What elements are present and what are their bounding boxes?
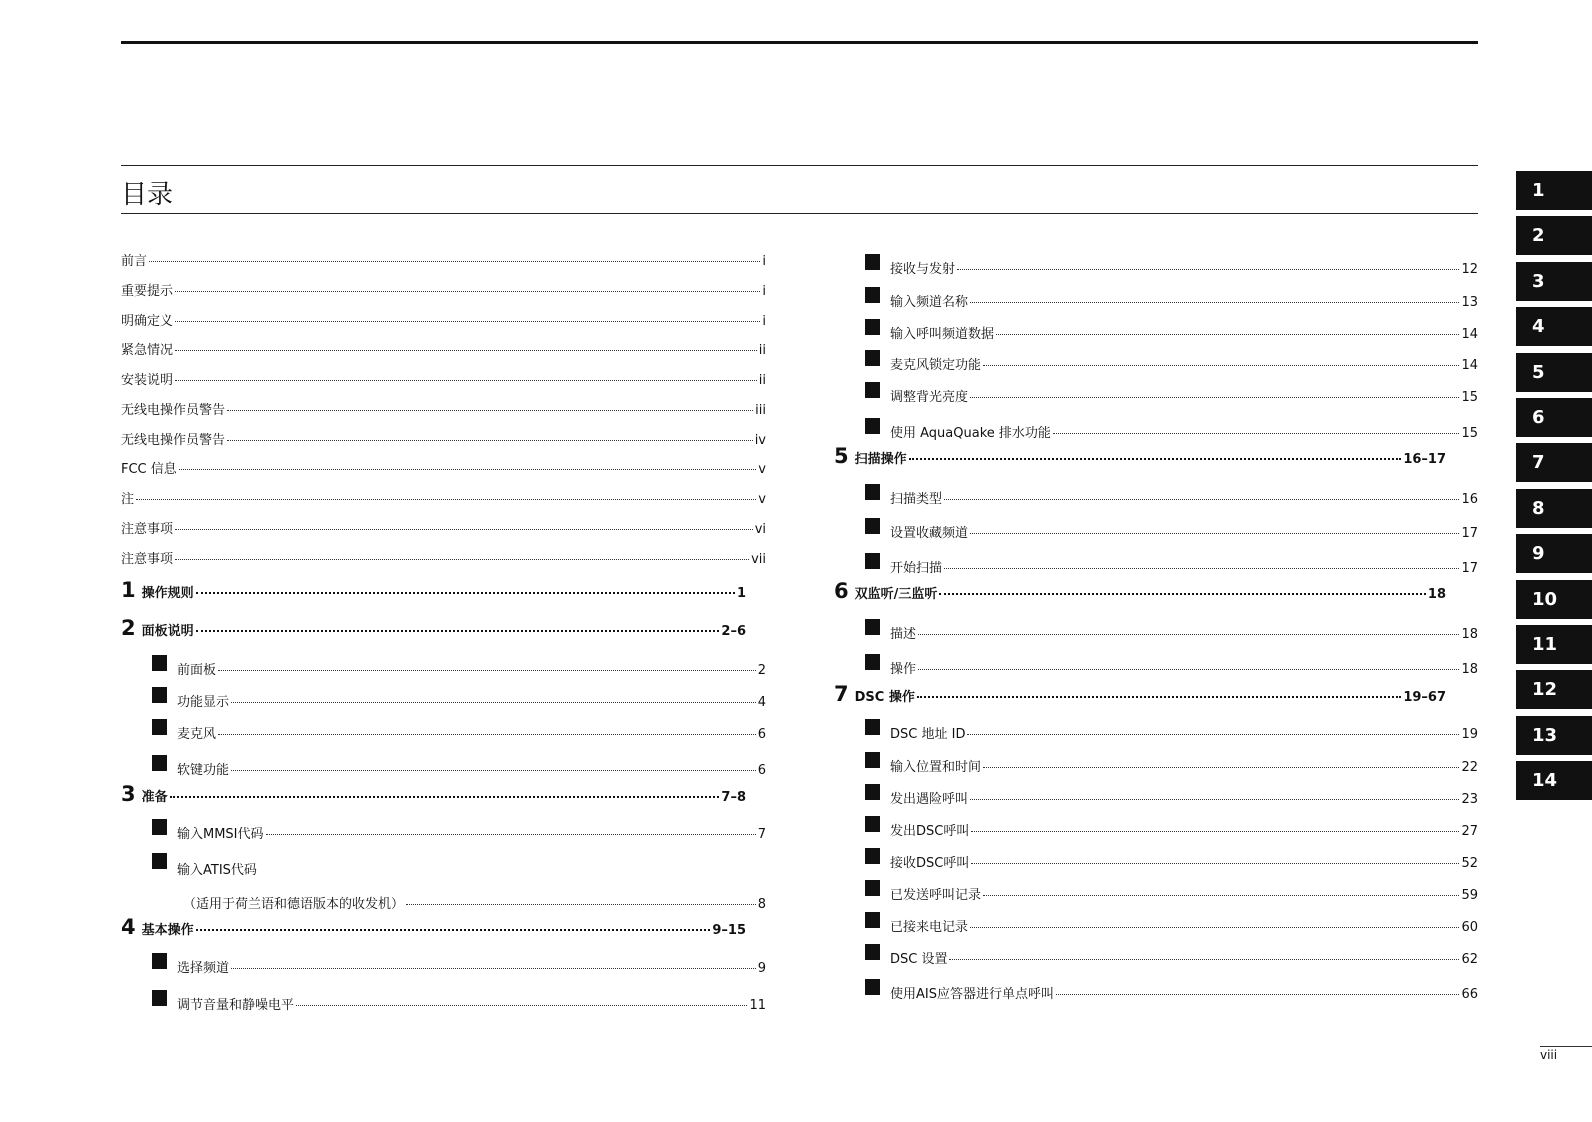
chapter-tab-2[interactable]: 2 <box>1516 216 1592 255</box>
entry-title: 麦克风锁定功能 <box>890 358 982 373</box>
entry-title: 输入频道名称 <box>890 295 969 310</box>
entry-page-number: 52 <box>1461 856 1478 871</box>
toc-entry[interactable] <box>890 948 1478 967</box>
entry-page-number: vi <box>754 522 766 537</box>
dot-leader <box>944 568 1459 569</box>
section-bullet-icon <box>865 816 880 832</box>
dot-leader <box>983 767 1459 768</box>
toc-entry[interactable] <box>177 994 766 1013</box>
toc-entry[interactable] <box>890 756 1478 775</box>
toc-entry[interactable] <box>121 369 766 388</box>
entry-title: 输入呼叫频道数据 <box>890 327 995 342</box>
entry-title: 描述 <box>890 627 917 642</box>
entry-page-number: 2 <box>757 663 766 678</box>
entry-page-number: 15 <box>1461 426 1478 441</box>
dot-leader <box>967 734 1459 735</box>
chapter-tab-14[interactable]: 14 <box>1516 761 1592 800</box>
chapter-tab-9[interactable]: 9 <box>1516 534 1592 573</box>
entry-title: 已接来电记录 <box>890 920 969 935</box>
toc-entry[interactable] <box>890 820 1478 839</box>
section-bullet-icon <box>865 619 880 635</box>
page-number-rule <box>1540 1046 1592 1047</box>
entry-title: 使用AIS应答器进行单点呼叫 <box>890 987 1054 1002</box>
toc-chapter-entry[interactable] <box>121 616 746 640</box>
entry-note-text: （适用于荷兰语和德语版本的收发机） <box>183 897 405 912</box>
entry-title: 开始扫描 <box>890 561 943 576</box>
dot-leader <box>136 499 756 500</box>
dot-leader <box>175 380 757 381</box>
chapter-tab-4[interactable]: 4 <box>1516 307 1592 346</box>
entry-title: 双监听/三监听 <box>854 587 938 602</box>
chapter-number: 4 <box>121 915 136 939</box>
chapter-tab-11[interactable]: 11 <box>1516 625 1592 664</box>
entry-page-number: 4 <box>757 695 766 710</box>
dot-leader <box>1056 994 1459 995</box>
dot-leader <box>227 440 753 441</box>
entry-page-number: i <box>762 254 766 269</box>
dot-leader <box>1053 433 1460 434</box>
section-bullet-icon <box>865 752 880 768</box>
dot-leader <box>266 834 756 835</box>
toc-chapter-entry[interactable] <box>121 782 746 806</box>
entry-page-number: 16–17 <box>1403 452 1446 467</box>
entry-title: 调整背光亮度 <box>890 390 969 405</box>
section-bullet-icon <box>865 418 880 434</box>
section-bullet-icon <box>865 979 880 995</box>
section-bullet-icon <box>152 655 167 671</box>
entry-page-number: 22 <box>1461 760 1478 775</box>
entry-page-number: i <box>762 314 766 329</box>
entry-title: 无线电操作员警告 <box>121 403 226 418</box>
toc-entry[interactable] <box>890 422 1478 441</box>
entry-title: 前言 <box>121 254 148 269</box>
entry-title: 准备 <box>141 790 168 805</box>
entry-title: 设置收藏频道 <box>890 526 969 541</box>
section-bullet-icon <box>865 719 880 735</box>
toc-entry[interactable] <box>121 488 766 507</box>
entry-title: 扫描类型 <box>890 492 943 507</box>
toc-entry[interactable] <box>121 458 766 477</box>
chapter-tab-7[interactable]: 7 <box>1516 443 1592 482</box>
entry-page-number: vii <box>751 552 766 567</box>
dot-leader <box>218 670 756 671</box>
entry-title: 接收DSC呼叫 <box>890 856 970 871</box>
entry-page-number: 19–67 <box>1403 690 1446 705</box>
toc-chapter-entry[interactable] <box>834 444 1446 468</box>
entry-page-number: 27 <box>1461 824 1478 839</box>
toc-chapter-entry[interactable] <box>121 578 746 602</box>
entry-title: 发出DSC呼叫 <box>890 824 970 839</box>
entry-page-number: 2–6 <box>721 624 746 639</box>
chapter-number: 3 <box>121 782 136 806</box>
dot-leader <box>170 796 720 798</box>
entry-page-number: v <box>758 462 766 477</box>
entry-page-number: 60 <box>1461 920 1478 935</box>
chapter-number: 1 <box>121 578 136 602</box>
dot-leader <box>909 458 1402 460</box>
toc-entry[interactable] <box>121 339 766 358</box>
chapter-tab-3[interactable]: 3 <box>1516 262 1592 301</box>
dot-leader <box>983 365 1459 366</box>
title-underline <box>121 213 1478 214</box>
toc-entry[interactable] <box>890 723 1478 742</box>
dot-leader <box>149 261 760 262</box>
section-bullet-icon <box>865 912 880 928</box>
toc-entry[interactable] <box>890 354 1478 373</box>
dot-leader <box>917 696 1401 698</box>
toc-entry[interactable] <box>890 623 1478 642</box>
chapter-tab-1[interactable]: 1 <box>1516 171 1592 210</box>
toc-entry[interactable] <box>890 852 1478 871</box>
entry-page-number: 14 <box>1461 358 1478 373</box>
dot-leader <box>196 630 720 632</box>
entry-page-number: 16 <box>1461 492 1478 507</box>
entry-title: 接收与发射 <box>890 262 956 277</box>
entry-page-number: 7 <box>757 827 766 842</box>
toc-entry[interactable] <box>890 788 1478 807</box>
chapter-number: 6 <box>834 579 849 603</box>
entry-title: 软键功能 <box>177 763 230 778</box>
dot-leader <box>949 959 1459 960</box>
entry-title: 功能显示 <box>177 695 230 710</box>
toc-entry[interactable] <box>177 691 766 710</box>
dot-leader <box>971 831 1459 832</box>
chapter-number: 2 <box>121 616 136 640</box>
dot-leader <box>970 533 1459 534</box>
toc-entry[interactable] <box>890 258 1478 277</box>
toc-entry[interactable] <box>177 759 766 778</box>
dot-leader <box>944 499 1459 500</box>
toc-entry[interactable] <box>177 957 766 976</box>
section-bullet-icon <box>152 990 167 1006</box>
chapter-tab-10[interactable]: 10 <box>1516 580 1592 619</box>
chapter-number: 5 <box>834 444 849 468</box>
entry-page-number: 62 <box>1461 952 1478 967</box>
entry-page-number: 17 <box>1461 526 1478 541</box>
section-bullet-icon <box>865 848 880 864</box>
entry-title: 输入MMSI代码 <box>177 827 264 842</box>
toc-entry[interactable] <box>890 884 1478 903</box>
entry-page-number: 8 <box>757 897 766 912</box>
entry-page-number: 7–8 <box>721 790 746 805</box>
entry-title: 选择频道 <box>177 961 230 976</box>
dot-leader <box>231 968 756 969</box>
dot-leader <box>175 291 760 292</box>
toc-chapter-entry[interactable] <box>121 915 746 939</box>
dot-leader <box>406 904 756 905</box>
dot-leader <box>983 895 1459 896</box>
entry-title: 注意事项 <box>121 522 174 537</box>
entry-page-number: 15 <box>1461 390 1478 405</box>
section-bullet-icon <box>152 687 167 703</box>
entry-page-number: ii <box>758 343 766 358</box>
section-bullet-icon <box>865 553 880 569</box>
entry-title: 发出遇险呼叫 <box>890 792 969 807</box>
dot-leader <box>218 734 756 735</box>
title-rule <box>121 165 1478 166</box>
toc-entry[interactable] <box>890 323 1478 342</box>
entry-page-number: 1 <box>736 586 746 601</box>
entry-page-number: 14 <box>1461 327 1478 342</box>
section-bullet-icon <box>865 880 880 896</box>
toc-entry[interactable] <box>121 280 766 299</box>
section-bullet-icon <box>152 719 167 735</box>
entry-title: 已发送呼叫记录 <box>890 888 982 903</box>
entry-page-number: 18 <box>1427 587 1446 602</box>
dot-leader <box>957 269 1459 270</box>
dot-leader <box>175 350 757 351</box>
section-bullet-icon <box>865 944 880 960</box>
dot-leader <box>939 593 1426 595</box>
dot-leader <box>296 1005 747 1006</box>
entry-page-number: 6 <box>757 763 766 778</box>
entry-page-number: 66 <box>1461 987 1478 1002</box>
toc-entry[interactable] <box>890 522 1478 541</box>
toc-entry[interactable] <box>177 659 766 678</box>
entry-page-number: 18 <box>1461 627 1478 642</box>
entry-title: 安装说明 <box>121 373 174 388</box>
toc-entry[interactable] <box>121 250 766 269</box>
entry-title: 注 <box>121 492 135 507</box>
toc-entry[interactable] <box>890 557 1478 576</box>
toc-entry[interactable] <box>890 291 1478 310</box>
toc-entry[interactable] <box>890 488 1478 507</box>
chapter-tab-13[interactable]: 13 <box>1516 716 1592 755</box>
toc-entry[interactable] <box>890 658 1478 677</box>
dot-leader <box>175 529 753 530</box>
entry-page-number: 9–15 <box>712 923 746 938</box>
entry-title: 明确定义 <box>121 314 174 329</box>
entry-page-number: i <box>762 284 766 299</box>
toc-entry[interactable] <box>121 518 766 537</box>
entry-title: FCC 信息 <box>121 462 177 477</box>
dot-leader <box>175 321 760 322</box>
toc-entry[interactable] <box>177 723 766 742</box>
entry-page-number: 6 <box>757 727 766 742</box>
entry-page-number: iii <box>755 403 766 418</box>
toc-entry[interactable] <box>121 548 766 567</box>
dot-leader <box>231 770 756 771</box>
toc-entry[interactable] <box>890 386 1478 405</box>
dot-leader <box>196 592 735 594</box>
section-bullet-icon <box>152 853 167 869</box>
entry-title: 调节音量和静噪电平 <box>177 998 295 1013</box>
chapter-tab-6[interactable]: 6 <box>1516 398 1592 437</box>
section-bullet-icon <box>152 755 167 771</box>
entry-page-number: 17 <box>1461 561 1478 576</box>
entry-page-number: 11 <box>749 998 766 1013</box>
entry-title: 输入位置和时间 <box>890 760 982 775</box>
chapter-tab-12[interactable]: 12 <box>1516 670 1592 709</box>
dot-leader <box>231 702 756 703</box>
toc-entry[interactable] <box>177 823 766 842</box>
chapter-tab-5[interactable]: 5 <box>1516 353 1592 392</box>
section-bullet-icon <box>865 319 880 335</box>
toc-entry[interactable] <box>890 916 1478 935</box>
entry-title: 麦克风 <box>177 727 217 742</box>
section-bullet-icon <box>152 953 167 969</box>
entry-title: DSC 操作 <box>854 690 915 705</box>
section-bullet-icon <box>865 518 880 534</box>
entry-title: DSC 设置 <box>890 952 948 967</box>
toc-entry[interactable] <box>121 429 766 448</box>
dot-leader <box>970 799 1459 800</box>
section-bullet-icon <box>865 784 880 800</box>
dot-leader <box>918 669 1459 670</box>
dot-leader <box>179 469 757 470</box>
entry-page-number: 13 <box>1461 295 1478 310</box>
section-bullet-icon <box>152 819 167 835</box>
entry-title: DSC 地址 ID <box>890 727 966 742</box>
entry-page-number: iv <box>754 433 766 448</box>
entry-title: 紧急情况 <box>121 343 174 358</box>
toc-chapter-entry[interactable] <box>834 579 1446 603</box>
chapter-number: 7 <box>834 682 849 706</box>
entry-title: 注意事项 <box>121 552 174 567</box>
entry-page-number: 12 <box>1461 262 1478 277</box>
page-title: 目录 <box>121 180 174 210</box>
entry-page-number: 9 <box>757 961 766 976</box>
section-bullet-icon <box>865 484 880 500</box>
dot-leader <box>918 634 1459 635</box>
toc-entry[interactable] <box>121 399 766 418</box>
dot-leader <box>996 334 1459 335</box>
section-bullet-icon <box>865 287 880 303</box>
section-bullet-icon <box>865 654 880 670</box>
dot-leader <box>196 929 711 931</box>
entry-page-number: ii <box>758 373 766 388</box>
top-rule <box>121 41 1478 44</box>
entry-page-number: 59 <box>1461 888 1478 903</box>
entry-title: 操作规则 <box>141 586 194 601</box>
dot-leader <box>175 559 749 560</box>
entry-page-number: 19 <box>1461 727 1478 742</box>
entry-title: 无线电操作员警告 <box>121 433 226 448</box>
entry-title: 操作 <box>890 662 917 677</box>
entry-title: 前面板 <box>177 663 217 678</box>
toc-chapter-entry[interactable] <box>834 682 1446 706</box>
toc-entry-title: 输入ATIS代码 <box>177 863 257 878</box>
section-bullet-icon <box>865 350 880 366</box>
dot-leader <box>970 302 1459 303</box>
entry-title: 重要提示 <box>121 284 174 299</box>
dot-leader <box>227 410 753 411</box>
section-bullet-icon <box>865 254 880 270</box>
dot-leader <box>971 863 1459 864</box>
entry-page-number: v <box>758 492 766 507</box>
dot-leader <box>970 397 1459 398</box>
toc-entry-note[interactable] <box>183 893 766 912</box>
entry-title: 使用 AquaQuake 排水功能 <box>890 426 1051 441</box>
entry-page-number: 23 <box>1461 792 1478 807</box>
entry-title: 面板说明 <box>141 624 194 639</box>
entry-page-number: 18 <box>1461 662 1478 677</box>
page-number: viii <box>1540 1048 1558 1062</box>
entry-title: 扫描操作 <box>854 452 907 467</box>
toc-entry[interactable] <box>890 983 1478 1002</box>
section-bullet-icon <box>865 382 880 398</box>
chapter-tab-8[interactable]: 8 <box>1516 489 1592 528</box>
entry-title: 基本操作 <box>141 923 194 938</box>
dot-leader <box>970 927 1459 928</box>
toc-entry[interactable] <box>121 310 766 329</box>
